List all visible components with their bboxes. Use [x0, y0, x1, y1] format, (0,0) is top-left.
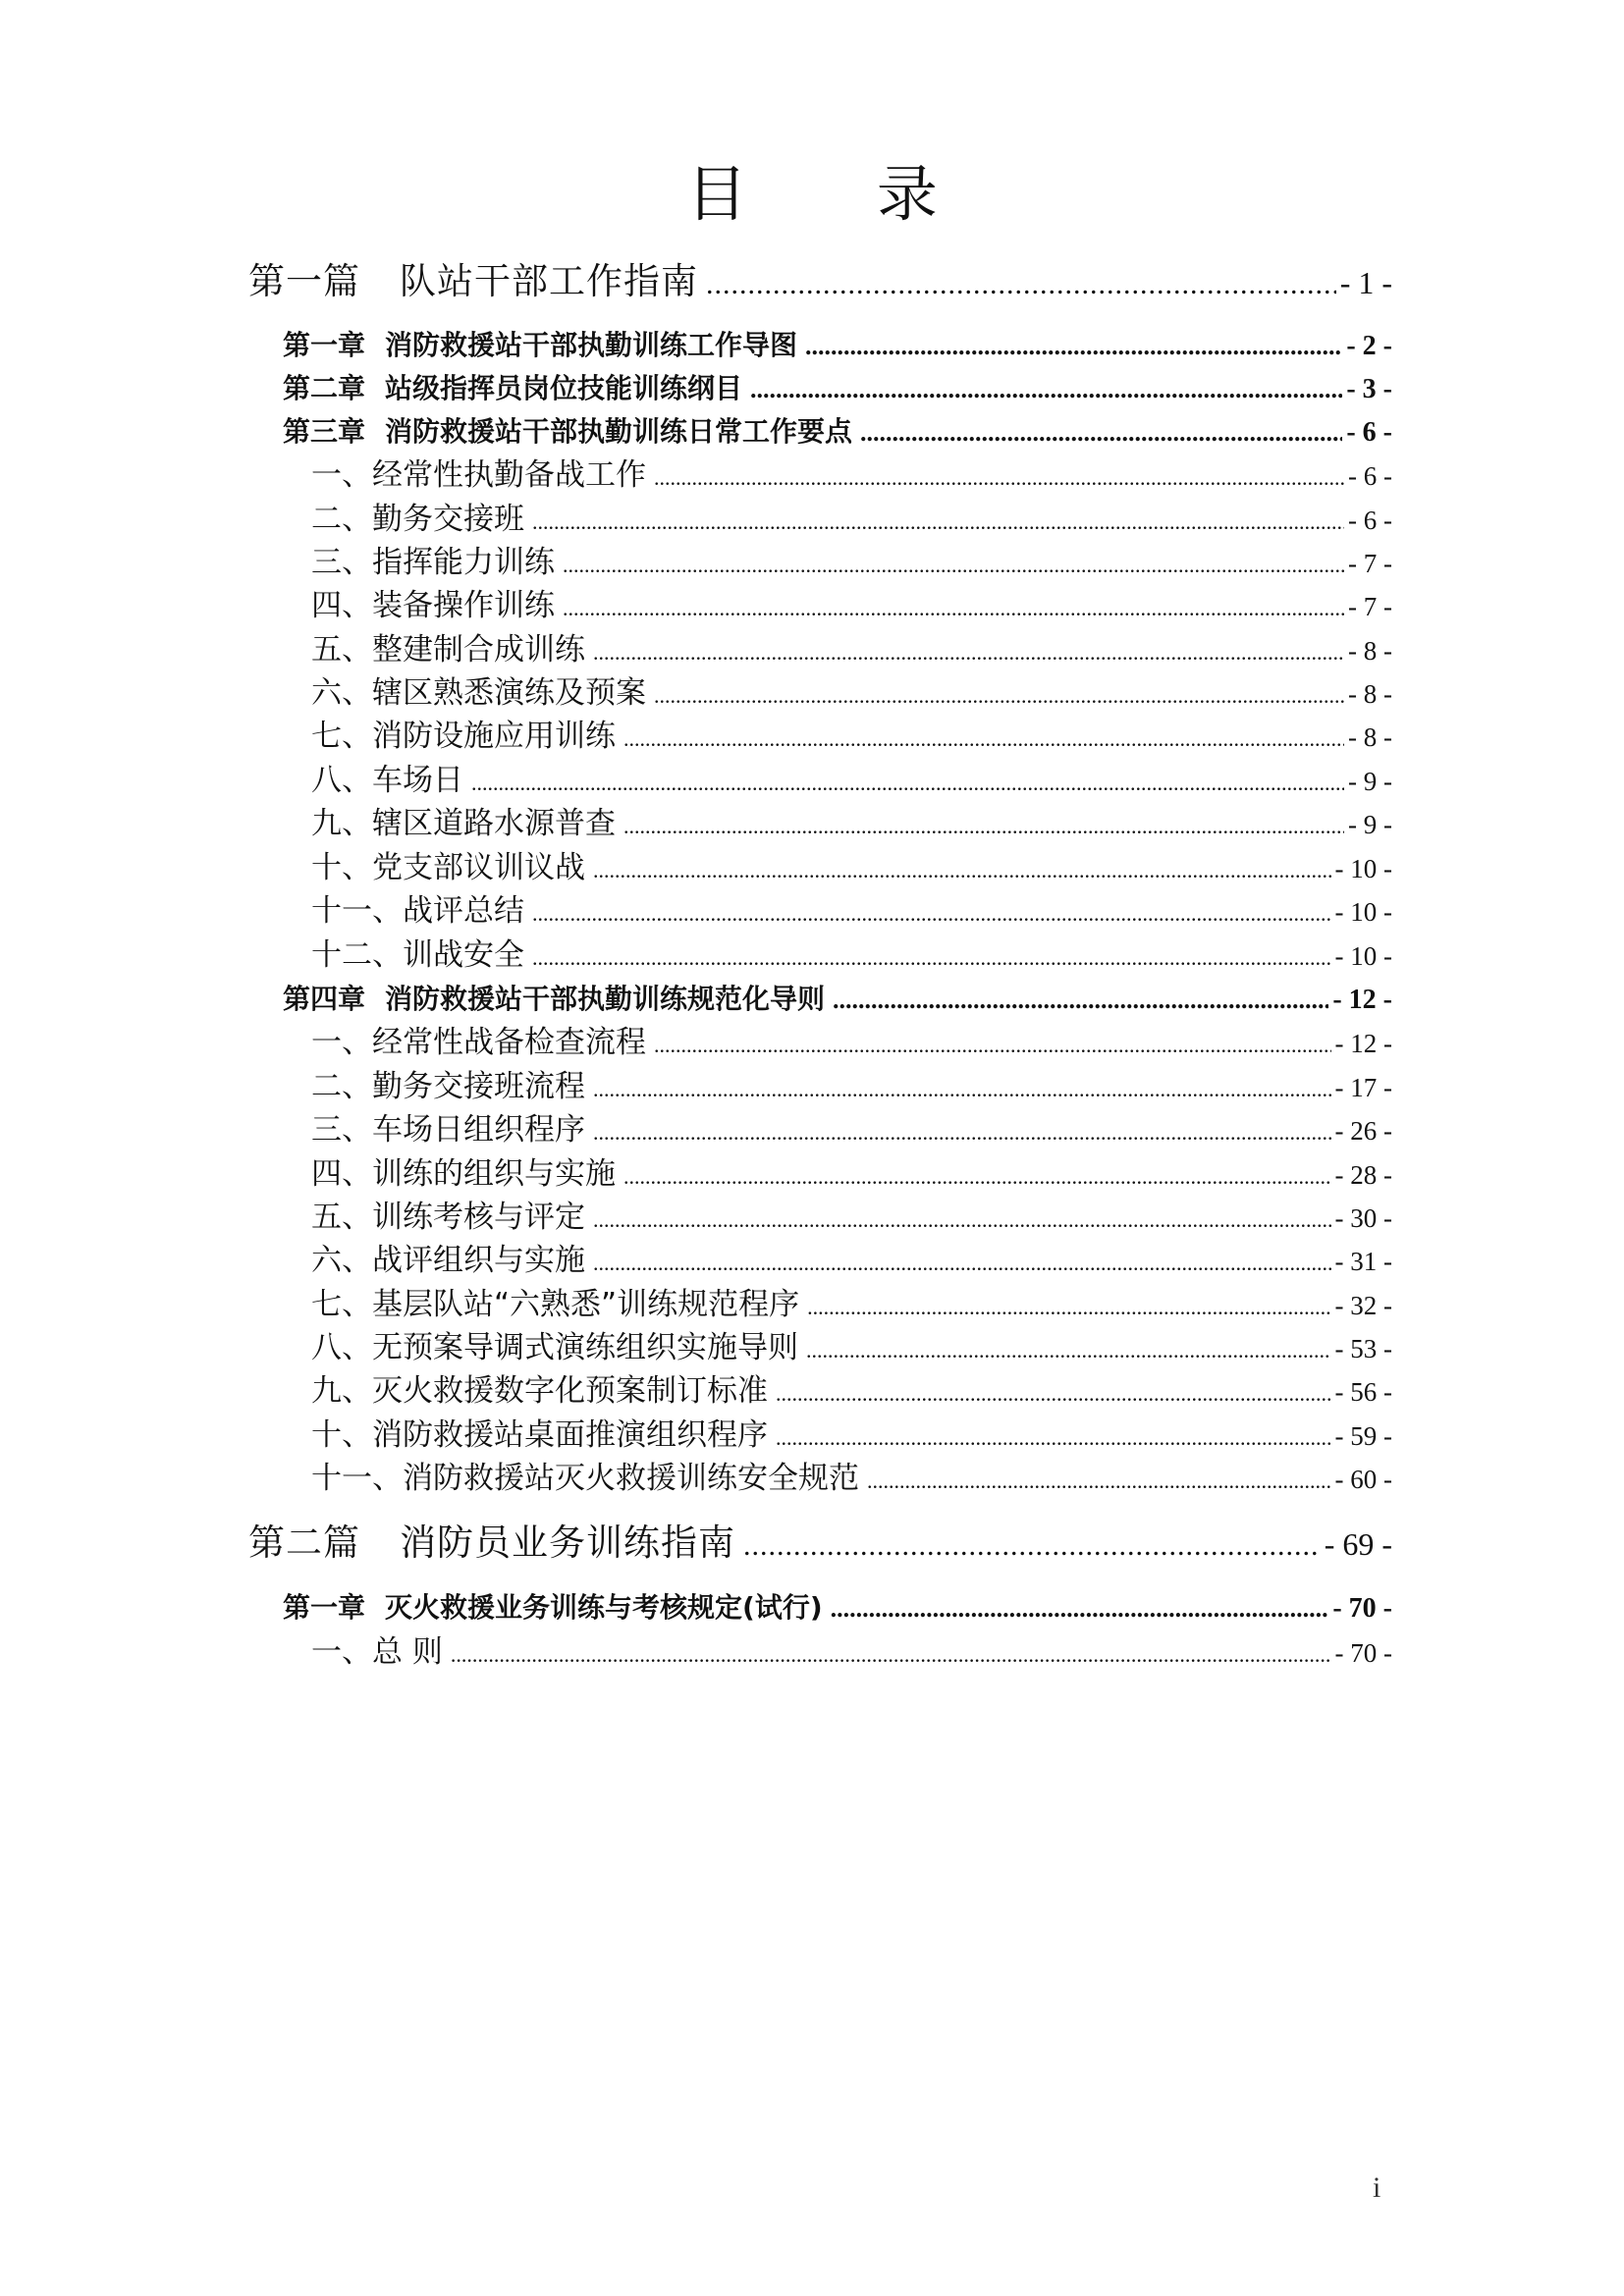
toc-dot-leader — [654, 677, 1344, 715]
toc-entry-text: 消防员业务训练指南 — [400, 1522, 735, 1564]
toc-page-number: - 32 - — [1334, 1291, 1392, 1320]
toc-dot-leader — [451, 1636, 1331, 1674]
toc-entry-section[interactable] — [311, 1329, 1392, 1366]
toc-entry-number: 第三章 — [283, 415, 366, 448]
toc-entry-title: 一、总 则 — [311, 1634, 443, 1670]
toc-entry-title: 三、车场日组织程序 — [311, 1112, 585, 1148]
toc-entry-title: 九、灭火救援数字化预案制订标准 — [311, 1373, 768, 1409]
toc-entry-section[interactable] — [311, 1199, 1392, 1236]
toc-page-number: - 69 - — [1324, 1526, 1392, 1562]
toc-page-number: - 30 - — [1334, 1203, 1392, 1233]
toc-entry-text: 消防救援站干部执勤训练规范化导则 — [385, 983, 826, 1015]
toc-dot-leader — [654, 1027, 1331, 1064]
toc-dot-leader — [776, 1419, 1331, 1457]
toc-page-number: - 8 - — [1348, 722, 1392, 752]
toc-entry-section[interactable] — [311, 718, 1392, 755]
toc-entry-title — [283, 328, 797, 363]
toc-dot-leader — [831, 1591, 1329, 1627]
toc-page-number: - 28 - — [1334, 1160, 1392, 1190]
toc-page-number: - 59 - — [1334, 1421, 1392, 1451]
toc-entry-number: 第一篇 — [248, 260, 360, 302]
toc-page-number: - 9 - — [1348, 810, 1392, 839]
toc-entry-part[interactable] — [248, 1520, 1392, 1567]
toc-entry-section[interactable] — [311, 631, 1392, 668]
toc-dot-leader — [623, 1158, 1331, 1196]
toc-dot-leader — [806, 1332, 1331, 1369]
toc-dot-leader — [593, 634, 1344, 671]
toc-entry-title: 二、勤务交接班 — [311, 502, 524, 537]
toc-dot-leader — [532, 895, 1331, 933]
toc-dot-leader — [593, 1071, 1331, 1108]
toc-dot-leader — [623, 721, 1344, 758]
toc-entry-text: 消防救援站干部执勤训练日常工作要点 — [385, 415, 853, 448]
toc-dot-leader — [833, 983, 1328, 1018]
toc-entry-title: 九、辖区道路水源普查 — [311, 806, 616, 841]
toc-dot-leader — [593, 1114, 1331, 1151]
toc-page-number: - 2 - — [1346, 331, 1392, 361]
toc-page-number: - 10 - — [1334, 941, 1392, 971]
toc-entry-title: 四、训练的组织与实施 — [311, 1156, 616, 1192]
toc-entry-title — [248, 258, 698, 305]
toc-entry-section[interactable] — [311, 1633, 1392, 1671]
toc-entry-section[interactable] — [311, 544, 1392, 581]
toc-dot-leader — [750, 372, 1342, 407]
toc-page-number: - 10 - — [1334, 854, 1392, 883]
toc-page-number: - 6 - — [1348, 506, 1392, 535]
toc-dot-leader — [654, 459, 1344, 497]
toc-page-number: - 10 - — [1334, 897, 1392, 927]
toc-page-number: - 26 - — [1334, 1116, 1392, 1146]
toc-page-number: - 17 - — [1334, 1073, 1392, 1102]
toc-dot-leader — [563, 590, 1344, 627]
toc-entry-section[interactable] — [311, 1372, 1392, 1410]
toc-entry-section[interactable] — [311, 1242, 1392, 1279]
toc-entry-title: 十、消防救援站桌面推演组织程序 — [311, 1417, 768, 1453]
toc-entry-section[interactable] — [311, 1111, 1392, 1148]
toc-entry-chapter[interactable] — [283, 1590, 1392, 1626]
toc-entry-title: 一、经常性执勤备战工作 — [311, 457, 646, 493]
toc-dot-leader — [706, 261, 1336, 308]
toc-dot-leader — [532, 504, 1344, 541]
toc-entry-text: 站级指挥员岗位技能训练纲目 — [385, 372, 743, 404]
toc-page-number: - 70 - — [1334, 1638, 1392, 1668]
toc-entry-section[interactable] — [311, 1460, 1392, 1497]
toc-entry-title: 八、无预案导调式演练组织实施导则 — [311, 1330, 798, 1365]
toc-entry-title: 六、战评组织与实施 — [311, 1243, 585, 1278]
toc-dot-leader — [563, 547, 1344, 584]
toc-entry-part[interactable] — [248, 258, 1392, 305]
toc-entry-chapter[interactable] — [283, 414, 1392, 450]
toc-entry-section[interactable] — [311, 674, 1392, 712]
toc-entry-section[interactable] — [311, 1416, 1392, 1454]
toc-dot-leader — [776, 1375, 1331, 1413]
toc-page-number: - 53 - — [1334, 1334, 1392, 1363]
toc-entry-number: 第四章 — [283, 983, 366, 1015]
toc-entry-chapter[interactable] — [283, 982, 1392, 1017]
toc-entry-text: 灭火救援业务训练与考核规定(试行) — [385, 1591, 823, 1624]
toc-entry-title: 十二、训战安全 — [311, 937, 524, 973]
toc-dot-leader — [807, 1289, 1330, 1326]
toc-page-number: - 6 - — [1348, 461, 1392, 491]
toc-entry-title: 八、车场日 — [311, 763, 463, 798]
toc-entry-section[interactable] — [311, 1155, 1392, 1193]
toc-dot-leader — [623, 808, 1344, 845]
toc-page-number: - 31 - — [1334, 1247, 1392, 1276]
toc-page-number: - 12 - — [1334, 1029, 1392, 1058]
toc-entry-section[interactable] — [311, 849, 1392, 886]
toc-page-number: - 56 - — [1334, 1377, 1392, 1407]
toc-entry-section[interactable] — [311, 1024, 1392, 1061]
toc-entry-title — [283, 414, 852, 450]
footer-page-number: i — [1373, 2171, 1381, 2204]
toc-page-number: - 7 - — [1348, 549, 1392, 578]
toc-entry-chapter[interactable] — [283, 328, 1392, 363]
toc-page-number: - 8 - — [1348, 636, 1392, 666]
toc-entry-section[interactable] — [311, 805, 1392, 842]
toc-page-number: - 70 - — [1332, 1593, 1392, 1624]
toc-dot-leader — [743, 1522, 1321, 1570]
toc-dot-leader — [532, 939, 1331, 977]
toc-entry-title — [283, 1590, 823, 1626]
toc-entry-title: 六、辖区熟悉演练及预案 — [311, 675, 646, 711]
page-title: 目 录 — [686, 158, 993, 230]
toc-entry-section[interactable] — [311, 762, 1392, 799]
toc-entry-number: 第二篇 — [248, 1522, 360, 1564]
toc-dot-leader — [593, 852, 1331, 889]
toc-page-number: - 6 - — [1346, 417, 1392, 448]
toc-dot-leader — [593, 1201, 1331, 1239]
toc-entry-text: 队站干部工作指南 — [400, 260, 698, 302]
toc-page-number: - 8 - — [1348, 679, 1392, 709]
toc-entry-section[interactable] — [311, 587, 1392, 624]
toc-entry-title: 一、经常性战备检查流程 — [311, 1025, 646, 1060]
toc-dot-leader — [860, 415, 1342, 451]
toc-entry-title — [248, 1520, 735, 1567]
toc-entry-chapter[interactable] — [283, 371, 1392, 406]
toc-page-number: - 9 - — [1348, 767, 1392, 796]
toc-dot-leader — [867, 1463, 1331, 1500]
toc-entry-title: 五、训练考核与评定 — [311, 1200, 585, 1235]
toc-entry-section[interactable] — [311, 1286, 1392, 1323]
toc-entry-title — [283, 982, 825, 1017]
toc-entry-title: 五、整建制合成训练 — [311, 632, 585, 667]
toc-page-number: - 1 - — [1339, 265, 1392, 300]
toc-page-number: - 12 - — [1332, 985, 1392, 1015]
toc-page-number: - 7 - — [1348, 592, 1392, 621]
toc-entry-title: 十一、战评总结 — [311, 893, 524, 929]
toc-entry-title: 四、装备操作训练 — [311, 588, 555, 623]
toc-entry-section[interactable] — [311, 501, 1392, 538]
toc-entry-title: 二、勤务交接班流程 — [311, 1069, 585, 1104]
toc-entry-section[interactable] — [311, 892, 1392, 930]
toc-entry-title: 十、党支部议训议战 — [311, 850, 585, 885]
toc-dot-leader — [593, 1245, 1331, 1282]
toc-entry-number: 第一章 — [283, 1591, 366, 1624]
toc-entry-section[interactable] — [311, 456, 1392, 494]
toc-dot-leader — [471, 765, 1344, 802]
toc-entry-section[interactable] — [311, 1068, 1392, 1105]
toc-entry-text: 消防救援站干部执勤训练工作导图 — [385, 329, 798, 361]
toc-entry-title: 七、基层队站“六熟悉”训练规范程序 — [311, 1287, 800, 1322]
toc-entry-title: 十一、消防救援站灭火救援训练安全规范 — [311, 1461, 859, 1496]
toc-page-number: - 60 - — [1334, 1465, 1392, 1494]
toc-entry-number: 第一章 — [283, 329, 366, 361]
toc-entry-number: 第二章 — [283, 372, 366, 404]
toc-entry-section[interactable] — [311, 936, 1392, 974]
toc-entry-title — [283, 371, 742, 406]
toc-page-number: - 3 - — [1346, 374, 1392, 404]
toc-entry-title: 三、指挥能力训练 — [311, 545, 555, 580]
toc-dot-leader — [805, 329, 1342, 364]
toc-entry-title: 七、消防设施应用训练 — [311, 719, 616, 754]
